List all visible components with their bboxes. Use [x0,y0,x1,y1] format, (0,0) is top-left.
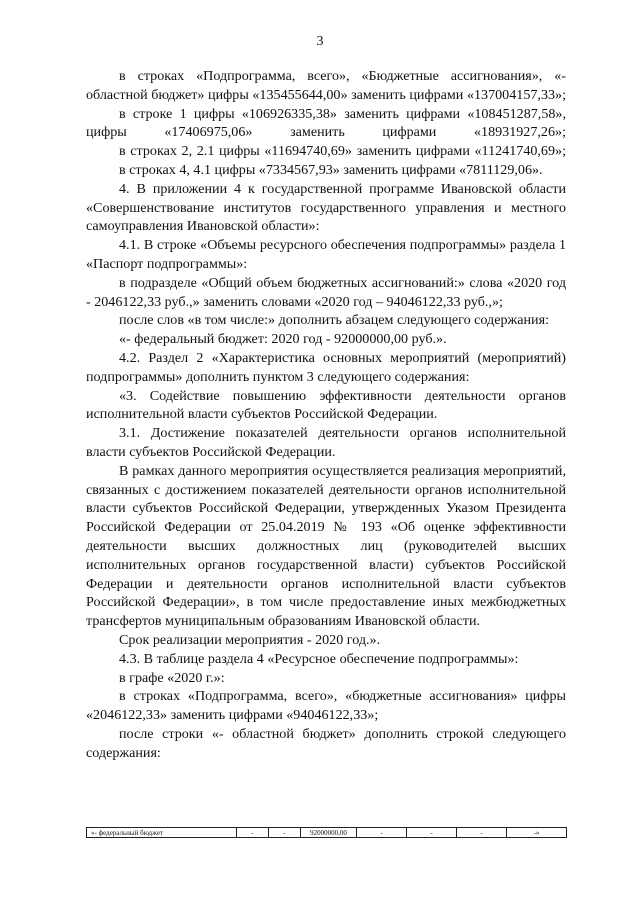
table-cell: - [269,828,301,838]
table-cell: - [457,828,507,838]
paragraph: 4.3. В таблице раздела 4 «Ресурсное обеспечение подпрограммы»: [119,650,519,667]
paragraph: в графе «2020 г.»: [119,669,225,686]
paragraph: 4. В приложении 4 к государственной программе Ивановской области «Совершенствование институтов государственного управления и местного самоуправления Ивановской области»: [86,180,566,235]
page-number: 3 [316,34,324,49]
paragraph: в подразделе «Общий объем бюджетных ассигнований:» слова «2020 год - 2046122,33 руб.,» заменить словами «2020 год – 94046122,33 руб.,»; [86,274,566,310]
budget-table [86,827,567,838]
paragraph: Срок реализации мероприятия - 2020 год.». [119,631,381,648]
table-cell: 92000000,00 [301,828,357,838]
paragraph: после слов «в том числе:» дополнить абзацем следующего содержания: [119,312,549,329]
table-cell: «- федеральный бюджет [87,828,237,838]
paragraph: в строках «Подпрограмма, всего», «Бюджетные ассигнования», «- областной бюджет» цифры «135455644,00» заменить цифрами «137004157,33»; [86,68,566,103]
paragraph: 3.1. Достижение показателей деятельности органов исполнительной власти субъектов Российской Федерации. [86,425,566,460]
table-cell: - [237,828,269,838]
paragraph: в строках 2, 2.1 цифры «11694740,69» заменить цифрами «11241740,69»; [119,143,566,160]
paragraph: 4.1. В строке «Объемы ресурсного обеспечения подпрограммы» раздела 1 «Паспорт подпрограммы»: [86,237,566,272]
paragraph: в строке 1 цифры «106926335,38» заменить цифрами «108451287,58», цифры «17406975,06» заменить цифрами «18931927,26»; [86,105,566,141]
document-body [86,67,566,762]
paragraph: 4.2. Раздел 2 «Характеристика основных мероприятий (мероприятий) подпрограммы» дополнить пунктом 3 следующего содержания: [86,349,566,385]
paragraph: «3. Содействие повышению эффективности деятельности органов исполнительной власти субъектов Российской Федерации. [86,387,566,423]
paragraph: «- федеральный бюджет: 2020 год - 92000000,00 руб.». [119,331,447,348]
paragraph: в строках 4, 4.1 цифры «7334567,93» заменить цифрами «7811129,06». [119,161,543,178]
table-cell: -» [507,828,567,838]
paragraph: В рамках данного мероприятия осуществляется реализация мероприятий, связанных с достижением показателей деятельности органов исполнительной власти субъектов Российской Федерации, утвержденных Указом Президента Российской Федерации от 25.04.2019 № 193 «Об оценке эффективности деятельности высших должностных лиц (руководителей высших исполнительных органов государственной власти) субъектов Российской Федерации и деятельности органов исполнительной власти субъектов Российской Федерации», в том числе предоставление иных межбюджетных трансфертов муниципальным образованиям Ивановской области. [86,462,566,630]
table-cell: - [407,828,457,838]
table-row [87,828,567,838]
paragraph: после строки «- областной бюджет» дополнить строкой следующего содержания: [86,725,566,761]
paragraph: в строках «Подпрограмма, всего», «бюджетные ассигнования» цифры «2046122,33» заменить цифрами «94046122,33»; [86,688,566,724]
table-cell: - [357,828,407,838]
